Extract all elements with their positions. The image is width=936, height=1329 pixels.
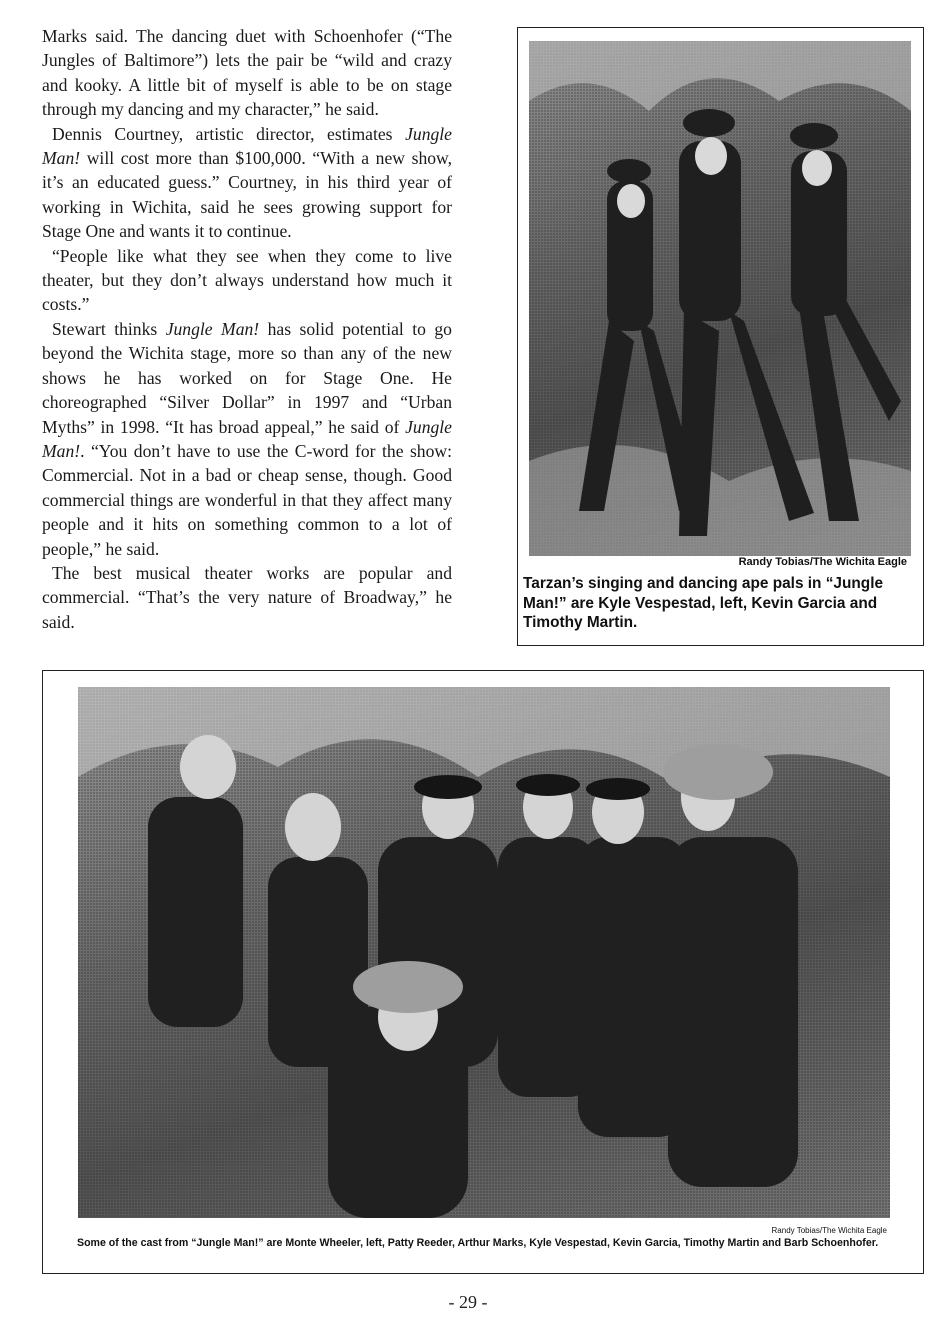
paragraph-2-text-b: will cost more than $100,000. “With a new show, it’s an educated guess.” Courtney, in his third year of working in Wichita, said he sees growing support for Stage One and wants it to continue. [42, 148, 452, 242]
paragraph-1: Marks said. The dancing duet with Schoenhofer (“The Jungles of Baltimore”) lets the pair be “wild and crazy and kooky. A little bit of myself is able to be on stage through my dancing and my character,” he said. [42, 26, 452, 120]
page-number: - 29 - [448, 1292, 488, 1312]
show-title: Jungle Man! [42, 416, 452, 461]
paragraph-5: The best musical theater works are popular and commercial. “That’s the very nature of Broadway,” he said. [42, 562, 452, 632]
paragraph-2 [42, 122, 452, 244]
paragraph-4-text-b: has solid potential to go beyond the Wichita stage, more so than any of the new shows he has worked on for Stage One. He choreographed “Silver Dollar” in 1997 and “Urban Myths” in 1998. “It has broad appeal,” he said of [42, 318, 452, 437]
show-title: Jungle Man! [165, 318, 260, 339]
bottom-photo-box [42, 670, 924, 1274]
photo-credit: Randy Tobias/The Wichita Eagle [738, 556, 907, 568]
show-title: Jungle Man! [42, 123, 452, 169]
paragraph-4-text-a: Stewart thinks [52, 318, 166, 339]
dancers-illustration [529, 41, 911, 556]
top-photo-box [517, 27, 924, 646]
photo-caption: Some of the cast from “Jungle Man!” are Monte Wheeler, left, Patty Reeder, Arthur Marks, Kyle Vespestad, Kevin Garcia, Timothy Martin and Barb Schoenhofer. [77, 1237, 879, 1249]
photo-credit: Randy Tobias/The Wichita Eagle [771, 1226, 887, 1235]
paragraph-4-text-c: . “You don’t have to use the C-word for the show: Commercial. Not in a bad or cheap sense, though. Good commercial things are wonderful in that they affect many people and it hits on something common to a lot of people,” he said. [42, 440, 452, 559]
article-column [42, 24, 452, 634]
cast-illustration [78, 687, 890, 1218]
cast-photo [78, 687, 890, 1218]
paragraph-4 [42, 317, 452, 561]
dancers-photo [529, 41, 911, 556]
paragraph-2-text-a: Dennis Courtney, artistic director, estimates [52, 123, 406, 144]
paragraph-3: “People like what they see when they come to live theater, but they don’t always understand how much it costs.” [42, 245, 452, 315]
photo-caption: Tarzan’s singing and dancing ape pals in “Jungle Man!” are Kyle Vespestad, left, Kevin Garcia and Timothy Martin. [523, 575, 884, 631]
